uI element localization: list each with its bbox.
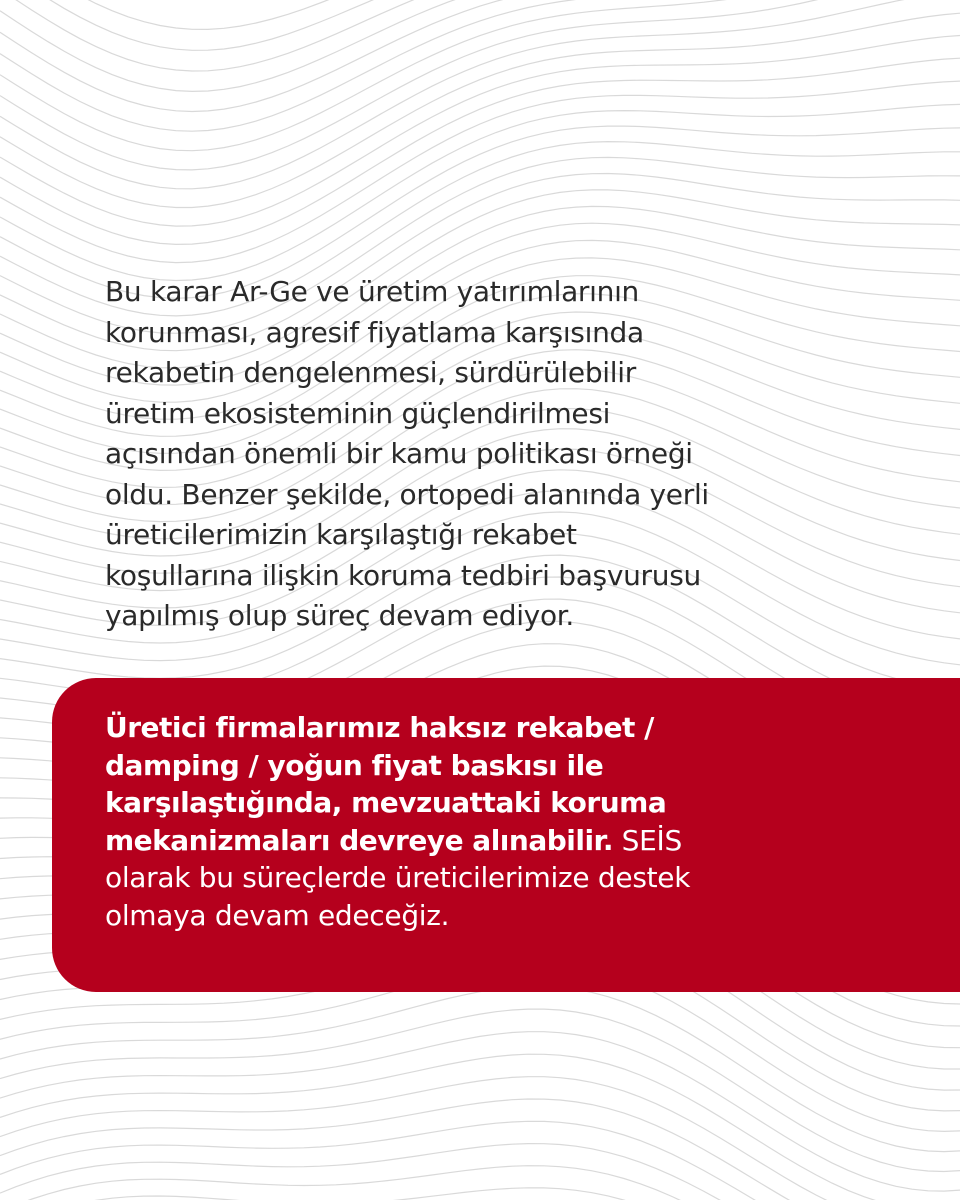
wave-line: [0, 0, 960, 91]
wave-line: [0, 1077, 960, 1200]
highlight-bold-text: Üretici firmalarımız haksız rekabet / damping / yoğun fiyat baskısı ile karşılaştığında, mevzuattaki koruma mekanizmaları devreye alınabilir.: [105, 711, 667, 857]
wave-line: [0, 1144, 960, 1200]
body-paragraph: Bu karar Ar-Ge ve üretim yatırımlarının korunması, agresif fiyatlama karşısında rekabetin dengelenmesi, sürdürülebilir üretim ekosisteminin güçlendirilmesi açısından önemli bir kamu politikası örneği oldu. Benzer şekilde, ortopedi alanında yerli üreticilerimizin karşılaştığı rekabet koşullarına ilişkin koruma tedbiri başvurusu yapılmış olup süreç devam ediyor.: [105, 275, 709, 632]
wave-line: [0, 1121, 960, 1200]
wave-line: [0, 13, 960, 207]
wave-line: [0, 1188, 960, 1200]
wave-line: [0, 986, 960, 1151]
wave-line: [0, 0, 960, 131]
wave-line: [0, 81, 960, 263]
wave-line: [0, 0, 960, 50]
wave-line: [0, 1099, 960, 1200]
highlight-normal-text: SEİS olarak bu süreçlerde üreticilerimize destek olmaya devam edeceğiz.: [105, 823, 691, 932]
wave-line: [0, 0, 960, 29]
wave-line: [0, 1032, 960, 1191]
wave-line: [0, 104, 960, 280]
highlight-paragraph: [105, 709, 825, 934]
